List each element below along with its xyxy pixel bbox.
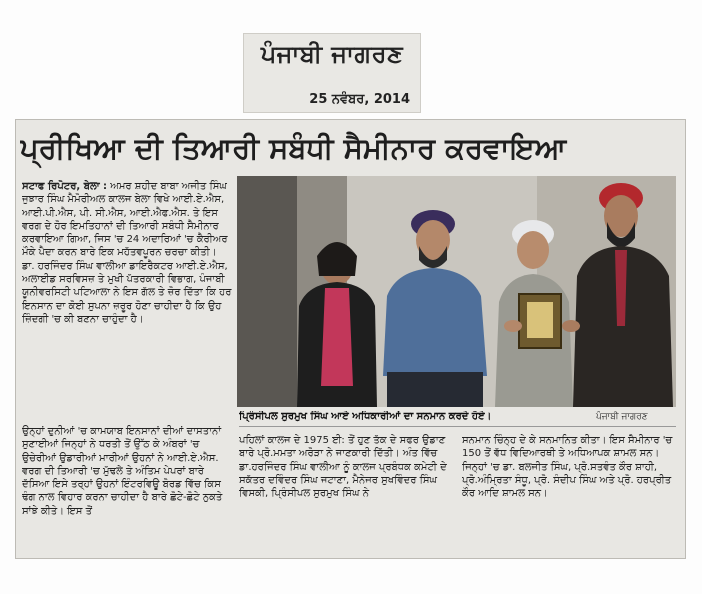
paragraph-4: ਸਨਮਾਨ ਚਿੰਨ੍ਹ ਦੇ ਕੇ ਸਨਮਾਨਿਤ ਕੀਤਾ। ਇਸ ਸੈਮੀਨਾਰ 'ਚ 150 ਤੋਂ ਵੱਧ ਵਿਦਿਆਰਥੀ ਤੇ ਅਧਿਆਪਕ ਸ਼ਾਮਲ ਸਨ। ਜਿਨ੍ਹਾਂ 'ਚ ਡਾ. ਬਲਜੀਤ ਸਿੰਘ, ਪ੍ਰੋ.ਸਤਵੰਤ ਕੌਰ ਸ਼ਾਹੀ, ਪ੍ਰੋ.ਅੰਮ੍ਰਿਤਾ ਸੰਧੂ, ਪ੍ਰੋ. ਸੰਦੀਪ ਸਿੰਘ ਅਤੇ ਪ੍ਰੋ. ਹਰਪ੍ਰੀਤ ਕੌਰ ਆਦਿ ਸ਼ਾਮਲ ਸਨ। bbox=[462, 435, 673, 500]
article-headline: ਪ੍ਰੀਖਿਆ ਦੀ ਤਿਆਰੀ ਸਬੰਧੀ ਸੈਮੀਨਾਰ ਕਰਵਾਇਆ bbox=[20, 131, 567, 165]
article-column-left bbox=[22, 180, 232, 416]
article-column-middle bbox=[239, 434, 454, 554]
paragraph-2: ਉਨ੍ਹਾਂ ਦੁਨੀਆਂ 'ਚ ਕਾਮਯਾਬ ਇਨਸਾਨਾਂ ਦੀਆਂ ਦਾਸਤਾਨਾਂ ਸੁਣਾਈਆਂ ਜਿਨ੍ਹਾਂ ਨੇ ਧਰਤੀ ਤੋਂ ਉੱਠ ਕੇ ਅੰਬਰਾਂ 'ਚ ਉਚੇਰੀਆਂ ਉਡਾਰੀਆਂ ਮਾਰੀਆਂ ਉਹਨਾਂ ਨੇ ਆਈ.ਏ.ਐਸ. ਵਰਗ ਦੀ ਤਿਆਰੀ 'ਚ ਮੁੱਢਲੇ ਤੇ ਅੰਤਿਮ ਪੇਪਰਾਂ ਬਾਰੇ ਦੱਸਿਆ ਇਸੇ ਤਰ੍ਹਾਂ ਉਹਨਾਂ ਇੰਟਰਵਿਊ ਬੋਰਡ ਵਿੱਚ ਕਿਸ ਢੰਗ ਨਾਲ ਵਿਹਾਰ ਕਰਨਾ ਚਾਹੀਦਾ ਹੈ ਬਾਰੇ ਛੋਟੇ-ਛੋਟੇ ਨੁਕਤੇ ਸਾਂਝੇ ਕੀਤੇ। ਇਸ ਤੋਂ bbox=[22, 426, 223, 517]
article-column-right bbox=[462, 434, 676, 554]
article-column-left-lower bbox=[22, 425, 232, 553]
article-photo bbox=[237, 176, 676, 407]
newspaper-name: ਪੰਜਾਬੀ ਜਾਗਰਣ bbox=[260, 40, 404, 68]
photo-illustration bbox=[237, 176, 676, 407]
photo-credit: ਪੰਜਾਬੀ ਜਾਗਰਣ bbox=[596, 412, 648, 422]
newspaper-masthead bbox=[243, 33, 421, 113]
caption-divider bbox=[239, 426, 676, 427]
lead-paragraph bbox=[22, 180, 232, 326]
publication-date: 25 ਨਵੰਬਰ, 2014 bbox=[309, 92, 410, 107]
paragraph-3: ਪਹਿਲਾਂ ਕਾਲਜ ਦੇ 1975 ਈ: ਤੋਂ ਹੁਣ ਤੱਕ ਦੇ ਸਫਰ ਉਡਾਣ ਬਾਰੇ ਪ੍ਰੋ.ਮਮਤਾ ਅਰੋੜਾ ਨੇ ਜਾਣਕਾਰੀ ਦਿੱਤੀ। ਅੰਤ ਵਿੱਚ ਡਾ.ਹਰਜਿੰਦਰ ਸਿੰਘ ਵਾਲੀਆ ਨੂੰ ਕਾਲਜ ਪ੍ਰਬੰਧਕ ਕਮੇਟੀ ਦੇ ਸਕੱਤਰ ਦਵਿੰਦਰ ਸਿੰਘ ਜਟਾਣਾ, ਮੈਨੇਜਰ ਸੁਖਵਿੰਦਰ ਸਿੰਘ ਵਿਸਕੀ, ਪ੍ਰਿੰਸੀਪਲ ਸੁਰਮੁਖ ਸਿੰਘ ਨੇ bbox=[239, 435, 447, 500]
photo-caption: ਪ੍ਰਿੰਸੀਪਲ ਸੁਰਮੁਖ ਸਿੰਘ ਆਏ ਅਧਿਕਾਰੀਆਂ ਦਾ ਸਨਮਾਨ ਕਰਦੇ ਹੋਏ। bbox=[239, 411, 492, 422]
article-byline: ਸਟਾਫ ਰਿਪੋਟਰ, ਬੇਲਾ : bbox=[22, 181, 108, 192]
lead-text: ਅਮਰ ਸ਼ਹੀਦ ਬਾਬਾ ਅਜੀਤ ਸਿੰਘ ਜੁਝਾਰ ਸਿੰਘ ਮੈਮੋਰੀਅਲ ਕਾਲਜ ਬੇਲਾ ਵਿਖੇ ਆਈ.ਏ.ਐਸ, ਆਈ.ਪੀ.ਐਸ, ਪੀ. ਸੀ.ਐਸ, ਆਈ.ਐਫ.ਐਸ. ਤੇ ਇਸ ਵਰਗ ਦੇ ਹੋਰ ਇਮਤਿਹਾਨਾਂ ਦੀ ਤਿਆਰੀ ਸਬੰਧੀ ਸੈਮੀਨਾਰ ਕਰਵਾਇਆ ਗਿਆ, ਜਿਸ 'ਚ 24 ਅਦਾਰਿਆਂ 'ਚ ਕੈਰੀਅਰ ਮੌਕੇ ਪੈਦਾ ਕਰਨ ਬਾਰੇ ਇਕ ਮਹੱਤਵਪੂਰਨ ਚਰਚਾ ਕੀਤੀ। ਡਾ. ਹਰਜਿੰਦਰ ਸਿੰਘ ਵਾਲੀਆ ਡਾਇਰੈਕਟਰ ਆਈ.ਏ.ਐਸ, ਅਲਾਈਡ ਸਰਵਿਸਜ਼ ਤੇ ਮੁਖੀ ਪੱਤਰਕਾਰੀ ਵਿਭਾਗ, ਪੰਜਾਬੀ ਯੂਨੀਵਰਸਿਟੀ ਪਟਿਆਲਾ ਨੇ ਇਸ ਗੱਲ ਤੇ ਜ਼ੋਰ ਦਿੱਤਾ ਕਿ ਹਰ ਇਨਸਾਨ ਦਾ ਕੋਈ ਸੁਪਨਾ ਜ਼ਰੂਰ ਹੋਣਾ ਚਾਹੀਦਾ ਹੈ ਕਿ ਉਹ ਜ਼ਿੰਦਗੀ 'ਚ ਕੀ ਬਣਨਾ ਚਾਹੁੰਦਾ ਹੈ। bbox=[22, 181, 232, 325]
